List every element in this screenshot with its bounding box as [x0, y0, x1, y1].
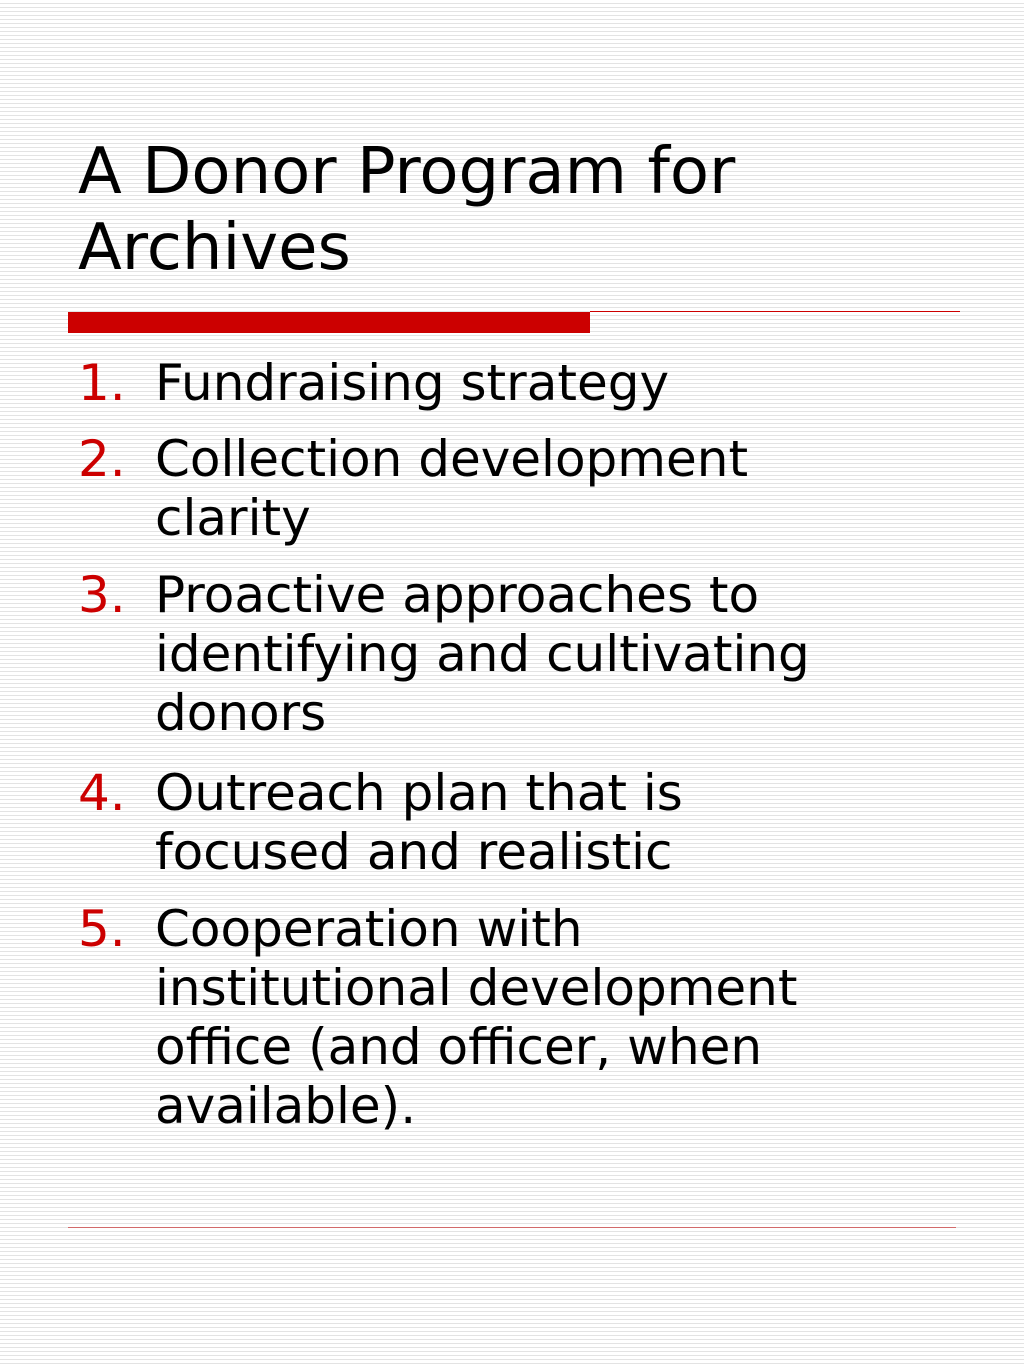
list-item-line: Collection development [155, 430, 749, 488]
list-item-number: 3. [78, 566, 126, 624]
list-item-line: focused and realistic [155, 823, 673, 881]
list-item-line: Cooperation with [155, 900, 583, 958]
list-item-line: available). [155, 1077, 417, 1135]
list-item-number: 1. [78, 354, 126, 412]
list-item-text [155, 764, 955, 882]
list-item-line: Proactive approaches to [155, 566, 760, 624]
footer-divider [68, 1227, 956, 1228]
list-item-line: identifying and cultivating [155, 625, 810, 683]
list-item-text [155, 900, 955, 1136]
list-item-text [155, 566, 955, 743]
list-item-number: 4. [78, 764, 126, 822]
title-line-1: A Donor Program for [78, 135, 736, 209]
slide-title [78, 134, 958, 286]
list-item-text [155, 354, 955, 413]
title-underline-thin [590, 311, 960, 312]
list-item-number: 2. [78, 430, 126, 488]
list-item-number: 5. [78, 900, 126, 958]
title-underline-thick [68, 312, 590, 333]
list-item-line: donors [155, 684, 327, 742]
list-item-line: Fundraising strategy [155, 354, 670, 412]
list-item-line: institutional development [155, 959, 798, 1017]
list-item-line: office (and officer, when [155, 1018, 763, 1076]
list-item-text [155, 430, 955, 548]
list-item-line: clarity [155, 489, 311, 547]
title-line-2: Archives [78, 211, 351, 285]
list-item-line: Outreach plan that is [155, 764, 683, 822]
